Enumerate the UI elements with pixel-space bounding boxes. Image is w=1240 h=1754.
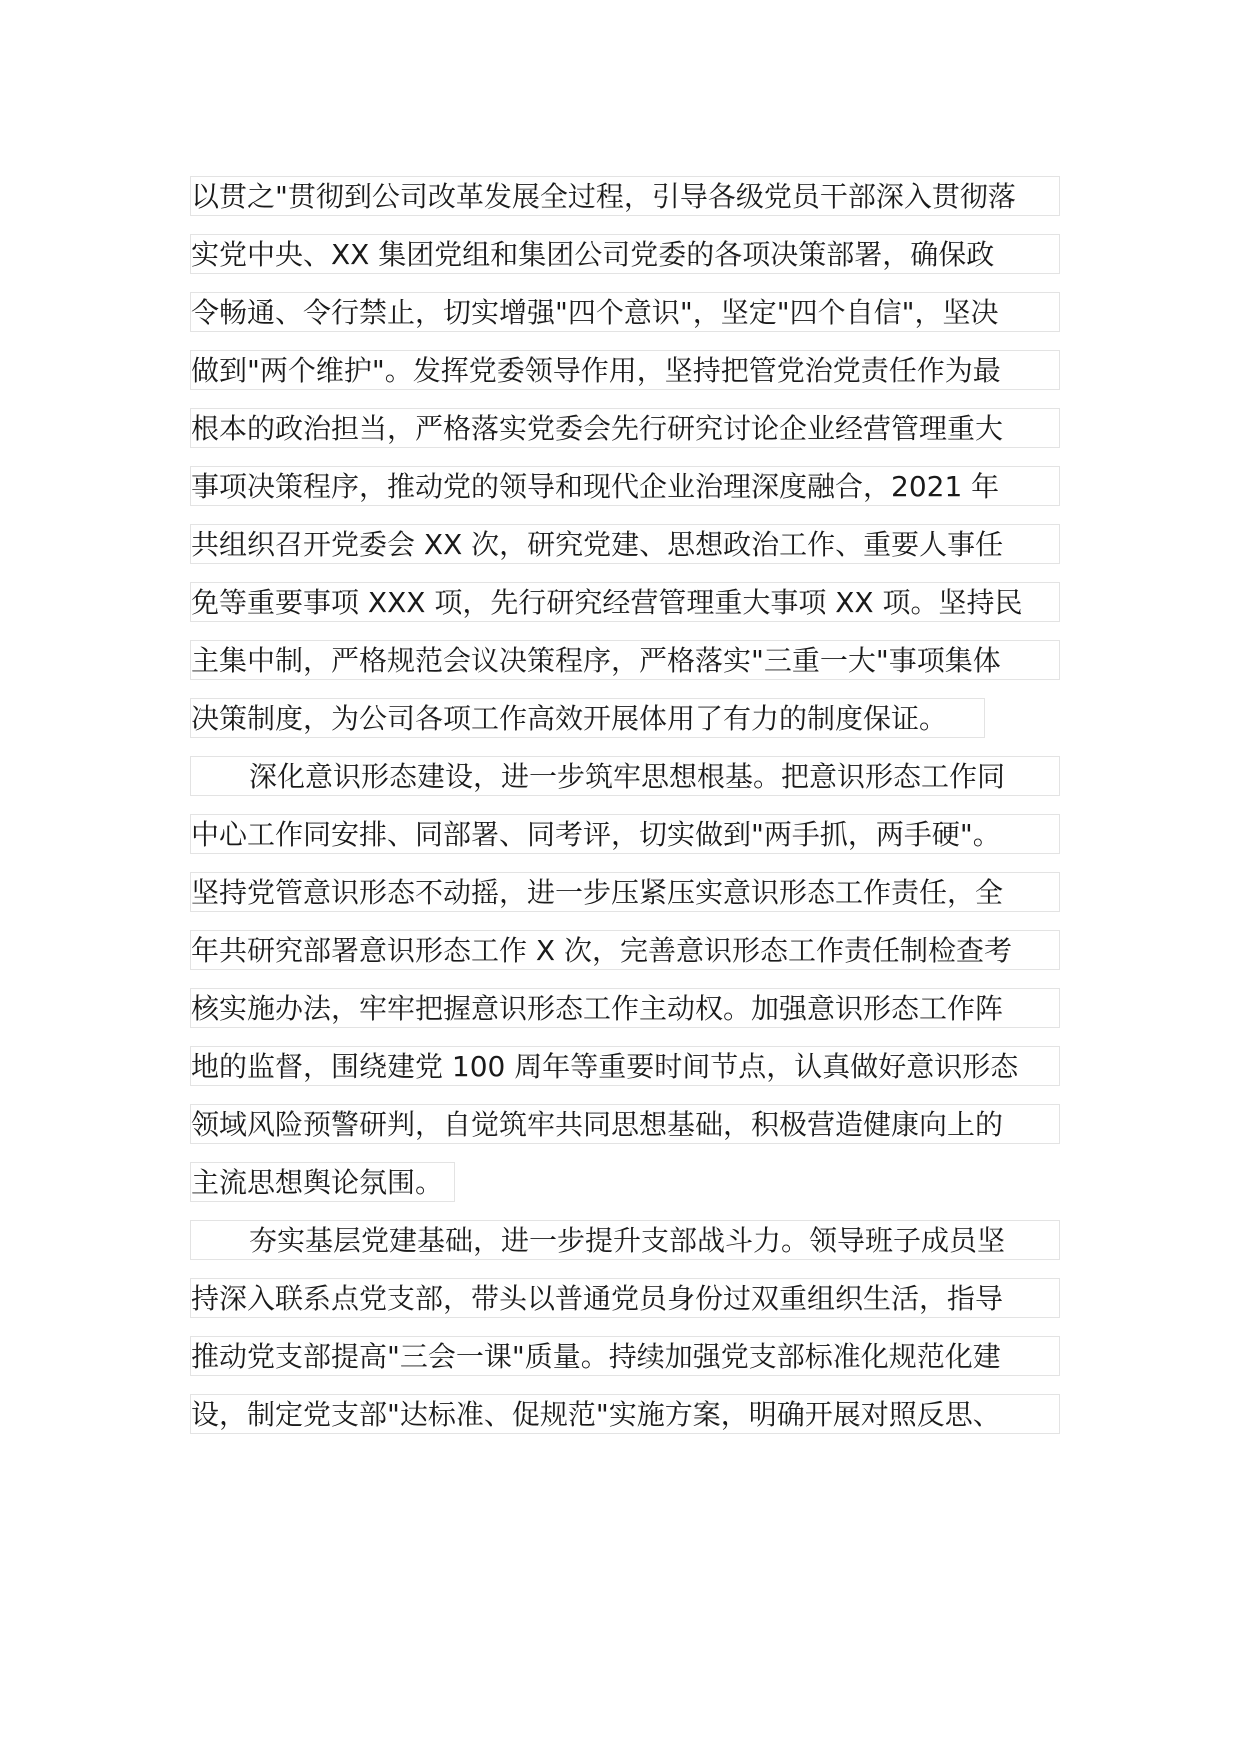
text-line: 中心工作同安排、同部署、同考评，切实做到"两手抓，两手硬"。 [190,814,1060,854]
text-line: 设，制定党支部"达标准、促规范"实施方案，明确开展对照反思、 [190,1394,1060,1434]
text-line: 持深入联系点党支部，带头以普通党员身份过双重组织生活，指导 [190,1278,1060,1318]
text-line: 主流思想舆论氛围。 [190,1162,455,1202]
text-line: 令畅通、令行禁止，切实增强"四个意识"，坚定"四个自信"，坚决 [190,292,1060,332]
text-line: 共组织召开党委会 XX 次，研究党建、思想政治工作、重要人事任 [190,524,1060,564]
text-line: 以贯之"贯彻到公司改革发展全过程，引导各级党员干部深入贯彻落 [190,176,1060,216]
text-line: 免等重要事项 XXX 项，先行研究经营管理重大事项 XX 项。坚持民 [190,582,1060,622]
text-line: 事项决策程序，推动党的领导和现代企业治理深度融合，2021 年 [190,466,1060,506]
text-line: 领域风险预警研判，自觉筑牢共同思想基础，积极营造健康向上的 [190,1104,1060,1144]
text-line: 根本的政治担当，严格落实党委会先行研究讨论企业经营管理重大 [190,408,1060,448]
text-line: 主集中制，严格规范会议决策程序，严格落实"三重一大"事项集体 [190,640,1060,680]
text-line: 推动党支部提高"三会一课"质量。持续加强党支部标准化规范化建 [190,1336,1060,1376]
text-line: 做到"两个维护"。发挥党委领导作用，坚持把管党治党责任作为最 [190,350,1060,390]
text-line: 年共研究部署意识形态工作 X 次，完善意识形态工作责任制检查考 [190,930,1060,970]
text-line: 地的监督，围绕建党 100 周年等重要时间节点，认真做好意识形态 [190,1046,1060,1086]
text-line: 实党中央、XX 集团党组和集团公司党委的各项决策部署，确保政 [190,234,1060,274]
text-line: 核实施办法，牢牢把握意识形态工作主动权。加强意识形态工作阵 [190,988,1060,1028]
text-line: 决策制度，为公司各项工作高效开展体用了有力的制度保证。 [190,698,985,738]
paragraph-first-line: 夯实基层党建基础，进一步提升支部战斗力。领导班子成员坚 [190,1220,1060,1260]
text-line: 坚持党管意识形态不动摇，进一步压紧压实意识形态工作责任，全 [190,872,1060,912]
paragraph-first-line: 深化意识形态建设，进一步筑牢思想根基。把意识形态工作同 [190,756,1060,796]
